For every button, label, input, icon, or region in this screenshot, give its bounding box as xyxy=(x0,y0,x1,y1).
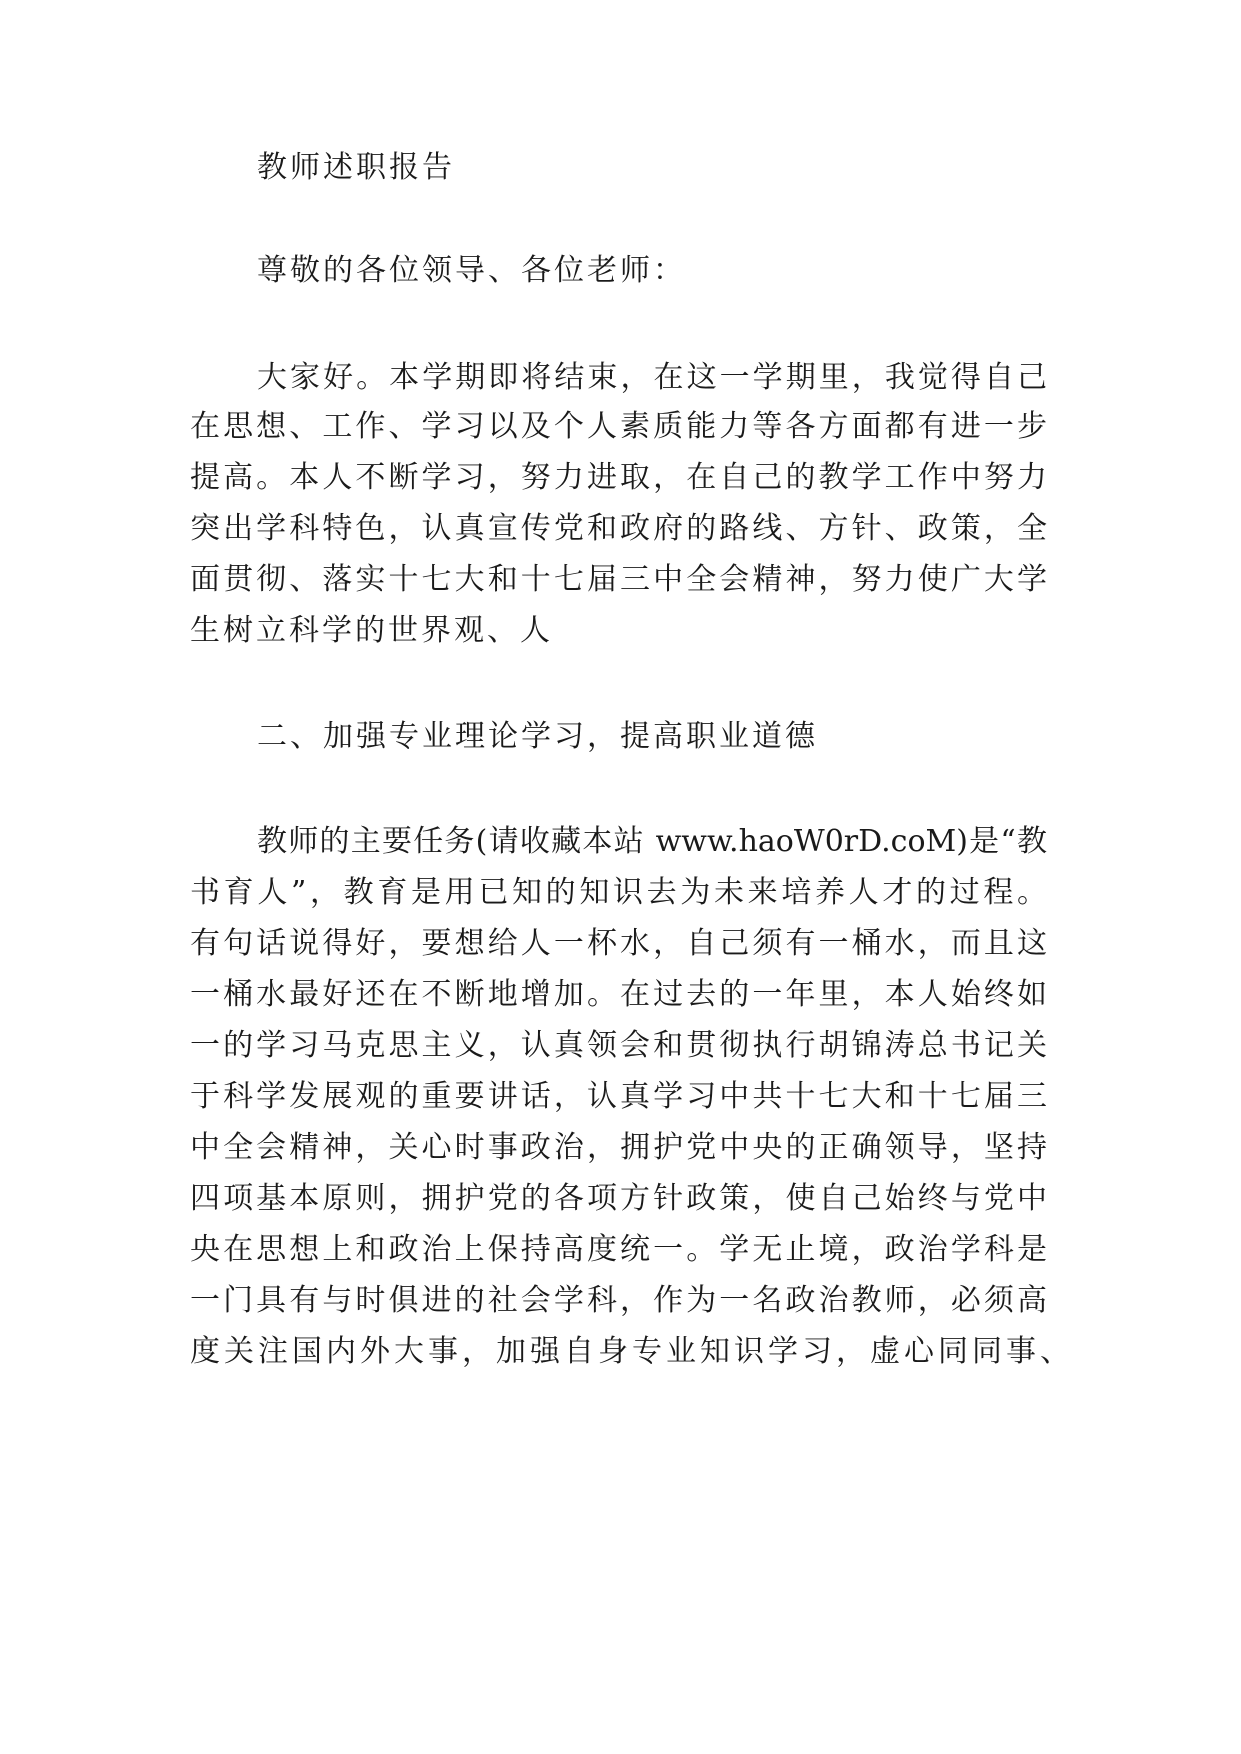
paragraph-line: 四项基本原则，拥护党的各项方针政策，使自己始终与党中 xyxy=(190,1181,1047,1216)
paragraph-line: 中全会精神，关心时事政治，拥护党中央的正确领导，坚持 xyxy=(190,1130,1047,1165)
paragraph-line: 提高。本人不断学习，努力进取，在自己的教学工作中努力 xyxy=(190,460,1047,495)
paragraph-line: 一桶水最好还在不断地增加。在过去的一年里，本人始终如 xyxy=(190,977,1047,1012)
paragraph-line: 大家好。本学期即将结束，在这一学期里，我觉得自己 xyxy=(257,360,1047,395)
paragraph-line: 面贯彻、落实十七大和十七届三中全会精神，努力使广大学 xyxy=(190,562,1047,597)
paragraph-line: 一门具有与时俱进的社会学科，作为一名政治教师，必须高 xyxy=(190,1283,1047,1318)
paragraph-line: 在思想、工作、学习以及个人素质能力等各方面都有进一步 xyxy=(190,409,1047,444)
paragraph-line: 教师的主要任务(请收藏本站 www.haoW0rD.coM)是“教 xyxy=(257,824,1047,859)
paragraph-line: 度关注国内外大事，加强自身专业知识学习，虚心同同事、 xyxy=(190,1334,1070,1369)
document-title: 教师述职报告 xyxy=(257,150,455,185)
paragraph-line: 一的学习马克思主义，认真领会和贯彻执行胡锦涛总书记关 xyxy=(190,1028,1047,1063)
paragraph-line: 书育人”，教育是用已知的知识去为未来培养人才的过程。 xyxy=(190,875,1047,910)
paragraph-line: 央在思想上和政治上保持高度统一。学无止境，政治学科是 xyxy=(190,1232,1047,1267)
paragraph-line: 于科学发展观的重要讲话，认真学习中共十七大和十七届三 xyxy=(190,1079,1047,1114)
salutation: 尊敬的各位领导、各位老师： xyxy=(257,253,686,288)
paragraph-line: 有句话说得好，要想给人一杯水，自己须有一桶水，而且这 xyxy=(190,926,1047,961)
section-heading: 二、加强专业理论学习，提高职业道德 xyxy=(257,719,818,754)
paragraph-line: 突出学科特色，认真宣传党和政府的路线、方针、政策，全 xyxy=(190,511,1047,546)
paragraph-line: 生树立科学的世界观、人 xyxy=(190,613,553,648)
